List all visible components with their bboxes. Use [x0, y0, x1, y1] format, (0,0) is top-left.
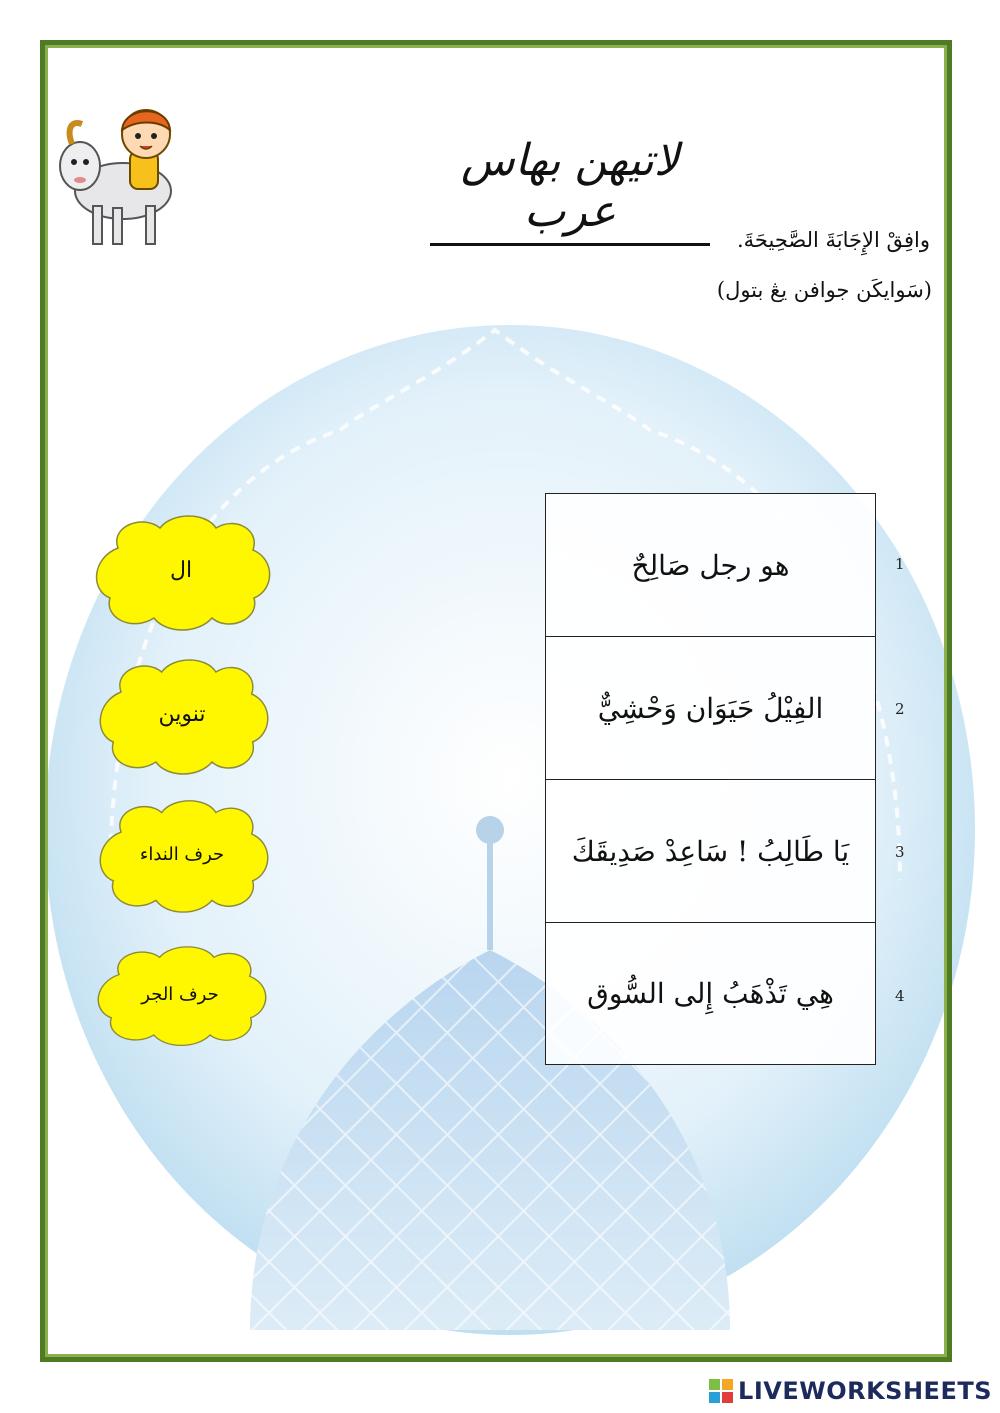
instruction-arabic: وافِقْ الإِجَابَةَ الصَّحِيحَةَ. [737, 228, 930, 252]
sentence-table [545, 493, 876, 1065]
sentence-cell-2[interactable]: الفِيْلُ حَيَوَان وَحْشِيٌّ [546, 637, 875, 780]
option-cloud-tanwin[interactable] [92, 652, 272, 777]
liveworksheets-logo-icon [708, 1378, 734, 1404]
option-cloud-harf-nida[interactable] [92, 793, 272, 915]
option-cloud-harf-jar[interactable] [90, 940, 270, 1048]
sentence-number-2: 2 [895, 700, 905, 718]
sentence-cell-3[interactable]: يَا طَالِبُ ! سَاعِدْ صَدِيقَكَ [546, 780, 875, 923]
sentence-cell-4[interactable]: هِي تَذْهَبُ إِلى السُّوق [587, 977, 834, 1010]
option-label-harf-jar: حرف الجر [141, 983, 219, 1005]
liveworksheets-watermark [708, 1377, 992, 1405]
sentence-number-1: 1 [895, 555, 905, 573]
worksheet-title: لاتيهن بهاس عرب [430, 135, 710, 246]
sentence-number-3: 3 [895, 843, 905, 861]
option-label-tanwin: تنوين [158, 702, 206, 727]
option-label-al: ال [169, 558, 193, 583]
liveworksheets-brand: LIVEWORKSHEETS [738, 1377, 992, 1405]
option-cloud-al[interactable] [88, 508, 274, 633]
instruction-jawi: (سَوايكَن جوافن يڠ بتول) [716, 278, 932, 302]
sentence-number-4: 4 [895, 987, 905, 1005]
sentence-cell-1[interactable]: هو رجل صَالِحٌ [546, 494, 875, 637]
option-label-harf-nida: حرف النداء [139, 843, 225, 865]
goat-child-mascot-icon [58, 96, 183, 251]
